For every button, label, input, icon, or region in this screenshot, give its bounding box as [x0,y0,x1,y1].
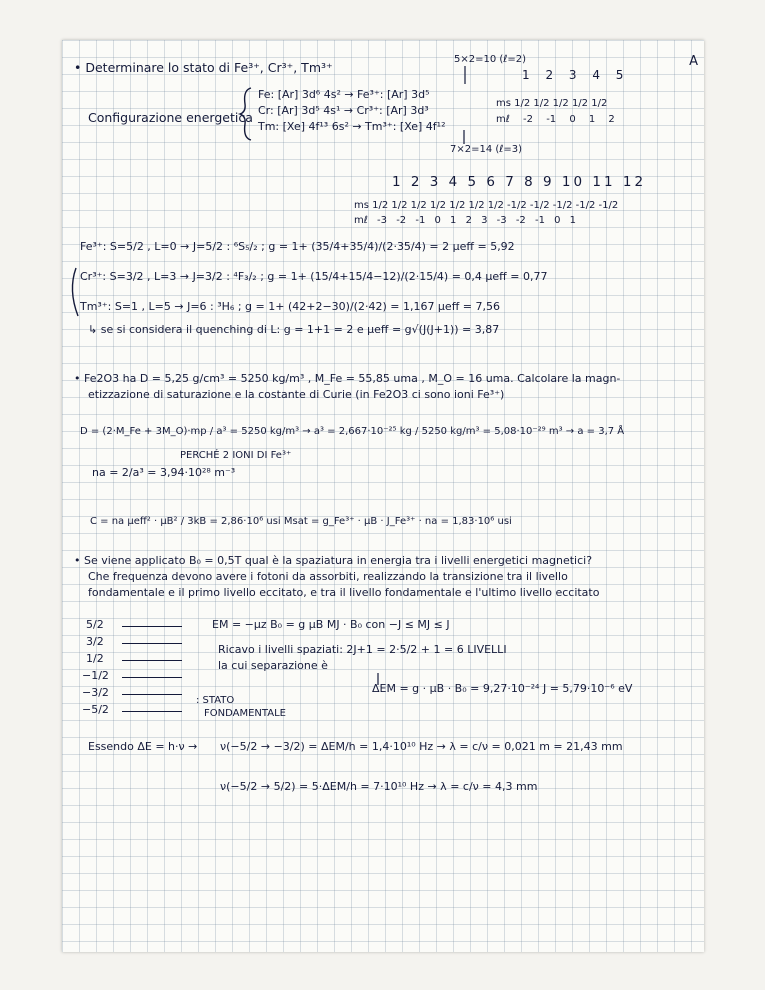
zeeman-energy-line: EM = −μz B₀ = g μB MJ · B₀ con −J ≤ MJ ≤ J [212,618,450,631]
essendo-label: Essendo ΔE = h·ν → [88,740,198,753]
ms-row-d: ms 1/2 1/2 1/2 1/2 1/2 [496,98,608,109]
config-cr: Cr: [Ar] 3d⁵ 4s¹ → Cr³⁺: [Ar] 3d³ [258,104,429,117]
problem-2-intro-2: etizzazione di saturazione e la costante di Curie (in Fe2O3 ci sono ioni Fe³⁺) [88,388,505,401]
ground-state-label-2: FONDAMENTALE [204,708,286,719]
orbital-note-d: 5×2=10 (ℓ=2) [454,54,527,65]
density-line: D = (2·M_Fe + 3M_O)·mp / a³ = 5250 kg/m³ → a³ = 2,667·10⁻²⁵ kg / 5250 kg/m³ = 5,08·10⁻²⁹ m³ → a = 3,7 Å [80,426,625,437]
ms-row-f: ms 1/2 1/2 1/2 1/2 1/2 1/2 1/2 -1/2 -1/2 -1/2 -1/2 -1/2 [354,200,619,211]
config-fe: Fe: [Ar] 3d⁶ 4s² → Fe³⁺: [Ar] 3d⁵ [258,88,430,101]
ms-columns-f: 1 2 3 4 5 6 7 8 9 10 11 12 [392,174,647,190]
level-label: −3/2 [82,686,109,699]
problem-3-intro-2: Che frequenza devono avere i fotoni da assorbiti, realizzando la transizione tra il livello [88,570,568,583]
curie-msat-line: C = na μeff² · μB² / 3kB = 2,86·10⁶ usi Msat = g_Fe³⁺ · μB · J_Fe³⁺ · na = 1,83·10⁶ usi [90,516,512,527]
quenching-line: ↳ se si considera il quenching di L: g = 1+1 = 2 e μeff = g√(J(J+1)) = 3,87 [88,323,500,336]
problem-3-intro-3: fondamentale e il primo livello eccitato, e tra il livello fondamentale e l'ultimo livello eccitato [88,586,600,599]
ml-row-f: mℓ -3 -2 -1 0 1 2 3 -3 -2 -1 0 1 [354,215,577,226]
ms-columns-d: 1 2 3 4 5 [522,68,630,82]
two-ions-note: PERCHÉ 2 IONI DI Fe³⁺ [180,450,292,461]
tm-result-line: Tm³⁺: S=1 , L=5 → J=6 : ³H₆ ; g = 1+ (42+2−30)/(2·42) = 1,167 μeff = 7,56 [80,300,500,313]
problem-2-intro-1: • Fe2O3 ha D = 5,25 g/cm³ = 5250 kg/m³ , M_Fe = 55,85 uma , M_O = 16 uma. Calcolare la magn- [74,372,621,385]
separation-label: la cui separazione è [218,659,328,672]
cr-result-line: Cr³⁺: S=3/2 , L=3 → J=3/2 : ⁴F₃/₂ ; g = 1+ (15/4+15/4−12)/(2·15/4) = 0,4 μeff = 0,77 [80,270,548,283]
frequency-first-transition: ν(−5/2 → −3/2) = ΔEM/h = 1,4·10¹⁰ Hz → λ = c/ν = 0,021 m = 21,43 mm [220,740,623,753]
ground-state-label-1: : STATO [196,695,235,706]
notebook-page [62,40,704,952]
energy-spacing-line: ΔEM = g · μB · B₀ = 9,27·10⁻²⁴ J = 5,79·10⁻⁶ eV [372,682,633,695]
config-tm: Tm: [Xe] 4f¹³ 6s² → Tm³⁺: [Xe] 4f¹² [258,120,446,133]
frequency-last-transition: ν(−5/2 → 5/2) = 5·ΔEM/h = 7·10¹⁰ Hz → λ = c/ν = 4,3 mm [220,780,538,793]
level-label: 5/2 [86,618,104,631]
level-label: −5/2 [82,703,109,716]
ml-row-d: mℓ -2 -1 0 1 2 [496,114,615,125]
orbital-note-f: 7×2=14 (ℓ=3) [450,144,523,155]
level-label: −1/2 [82,669,109,682]
fe-result-line: Fe³⁺: S=5/2 , L=0 → J=5/2 : ⁶S₅/₂ ; g = 1+ (35/4+35/4)/(2·35/4) = 2 μeff = 5,92 [80,240,515,253]
problem-1-title: • Determinare lo stato di Fe³⁺, Cr³⁺, Tm³⁺ [74,60,333,75]
page-corner-mark: A [689,54,698,69]
problem-3-intro-1: • Se viene applicato B₀ = 0,5T qual è la spaziatura in energia tra i livelli energetici magnetici? [74,554,593,567]
config-label: Configurazione energetica [88,110,253,125]
level-label: 3/2 [86,635,104,648]
level-label: 1/2 [86,652,104,665]
levels-count-line: Ricavo i livelli spaziati: 2J+1 = 2·5/2 + 1 = 6 LIVELLI [218,643,507,656]
ion-density-line: na = 2/a³ = 3,94·10²⁸ m⁻³ [92,466,236,479]
ink-strokes [62,40,704,952]
